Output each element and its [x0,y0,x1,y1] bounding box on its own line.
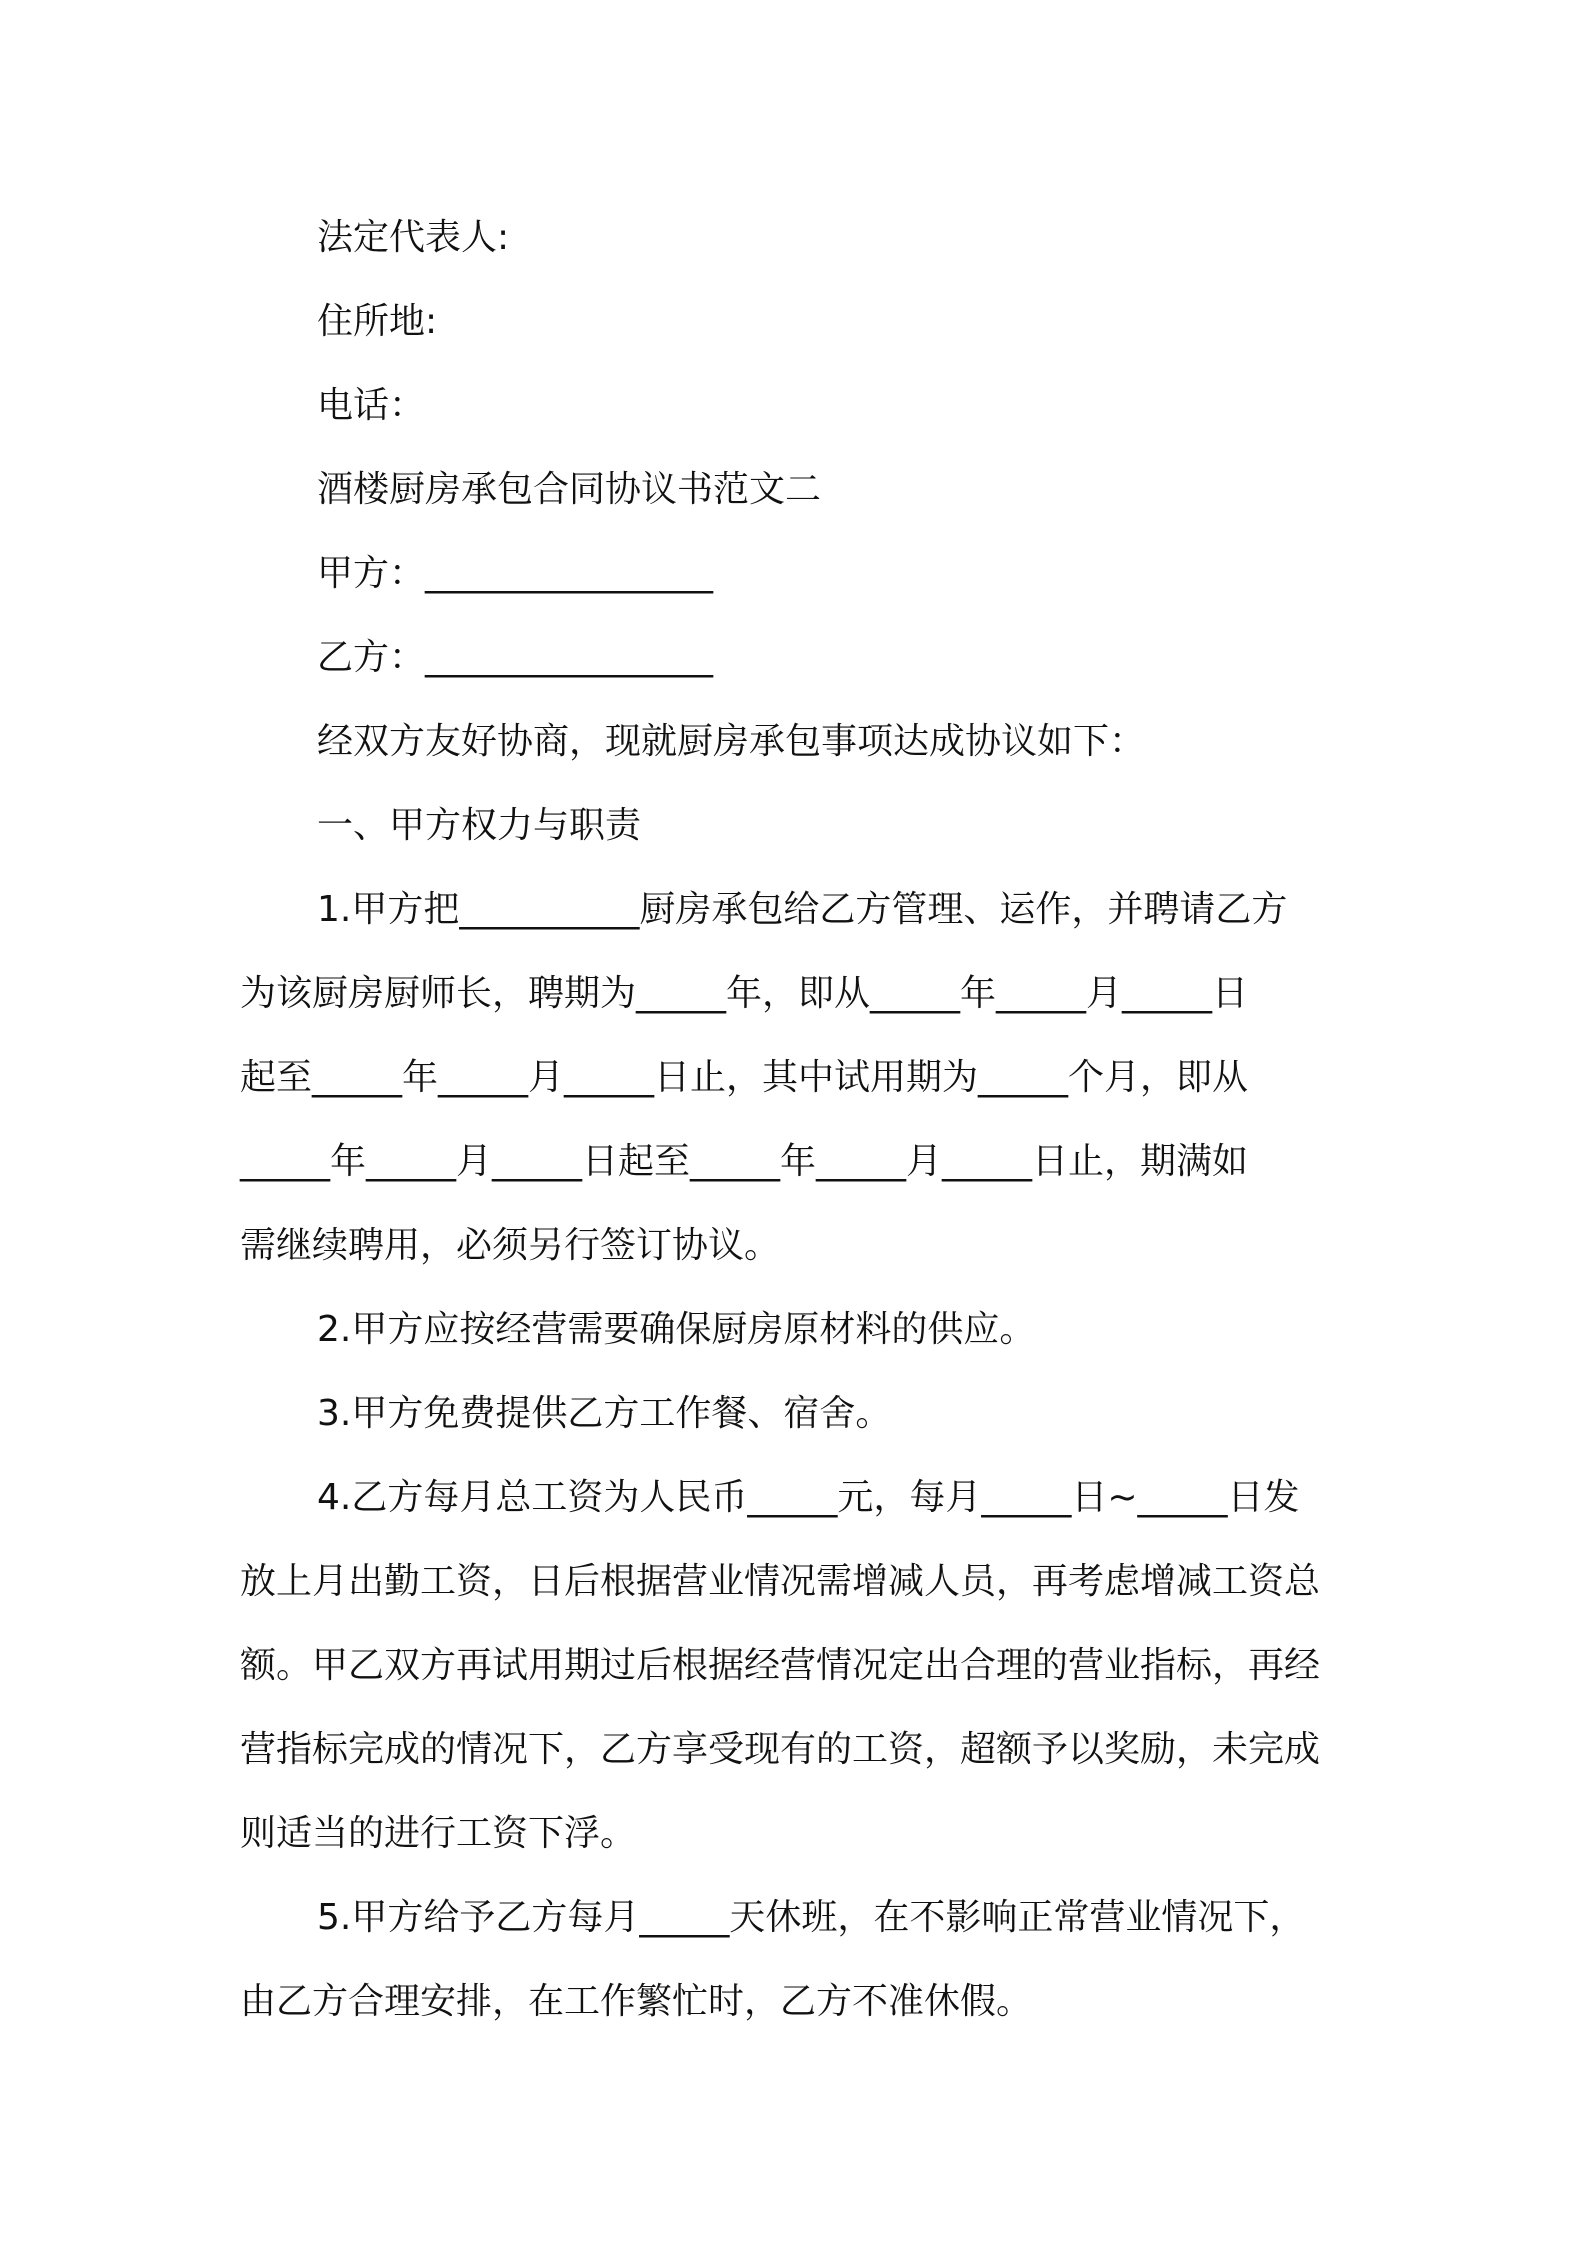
clause-line: 起至_____年_____月_____日止，其中试用期为_____个月，即从 [240,1057,1249,1098]
clause-line: 放上月出勤工资，日后根据营业情况需增减人员，再考虑增减工资总 [240,1561,1321,1602]
clause-line: 1.甲方把__________厨房承包给乙方管理、运作，并聘请乙方 [317,889,1288,930]
clause-4 [240,1456,1352,1876]
intro-text: 经双方友好协商，现就厨房承包事项达成协议如下： [317,721,1146,762]
party-a-field: 甲方：________________ [317,553,714,594]
clause-5 [240,1876,1352,2044]
clause-line: 营指标完成的情况下，乙方享受现有的工资，超额予以奖励，未完成 [240,1729,1321,1770]
party-b-field: 乙方：________________ [317,637,714,678]
clause-line: 由乙方合理安排，在工作繁忙时，乙方不准休假。 [240,1981,1033,2022]
document-body [240,196,1352,2044]
clause-line: 额。甲乙双方再试用期过后根据经营情况定出合理的营业指标，再经 [240,1645,1321,1686]
clause-1 [240,868,1352,1288]
clause-line: 需继续聘用，必须另行签订协议。 [240,1225,781,1266]
address-field: 住所地: [317,301,438,342]
clause-line: 4.乙方每月总工资为人民币_____元，每月_____日~_____日发 [317,1477,1300,1518]
clause-line: 为该厨房厨师长，聘期为_____年，即从_____年_____月_____日 [240,973,1249,1014]
clause-2: 2.甲方应按经营需要确保厨房原材料的供应。 [317,1309,1036,1350]
section-heading: 一、甲方权力与职责 [317,805,642,846]
phone-field: 电话： [317,385,426,426]
legal-rep-field: 法定代表人: [317,217,510,258]
clause-3: 3.甲方免费提供乙方工作餐、宿舍。 [317,1393,892,1434]
clause-line: 则适当的进行工资下浮。 [240,1813,637,1854]
clause-line: _____年_____月_____日起至_____年_____月_____日止，期满如 [240,1141,1249,1182]
clause-line: 5.甲方给予乙方每月_____天休班，在不影响正常营业情况下， [317,1897,1306,1938]
document-title: 酒楼厨房承包合同协议书范文二 [317,469,822,510]
